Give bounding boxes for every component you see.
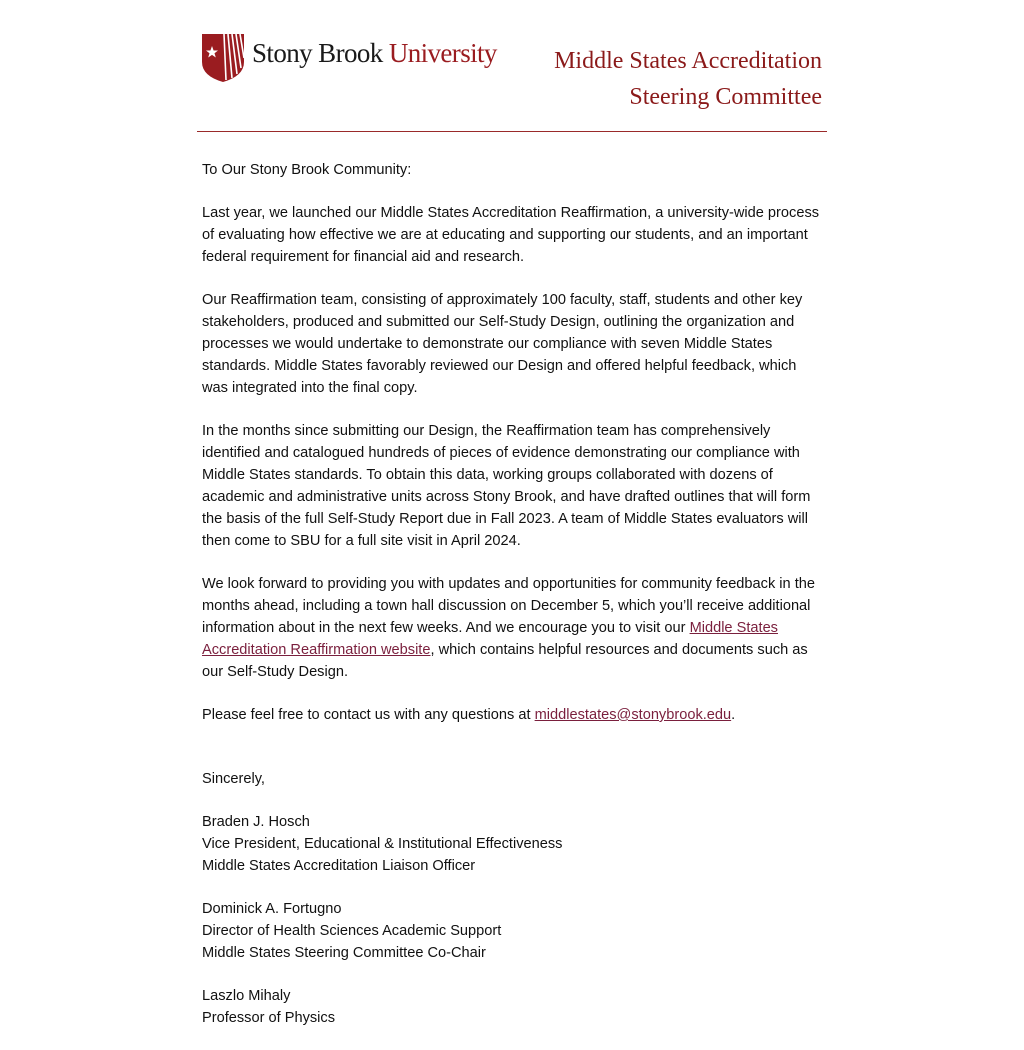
stony-brook-logo — [202, 32, 497, 82]
logo-wordmark — [252, 37, 497, 68]
paragraph-5-period: . — [731, 707, 736, 723]
signatory-name: Dominick A. Fortugno — [202, 901, 342, 917]
signatory-name: Braden J. Hosch — [202, 814, 310, 830]
signatory-title: Middle States Steering Committee Co-Chair — [202, 945, 486, 961]
paragraph-1: Last year, we launched our Middle States Accreditation Reaffirmation, a university-wide process of evaluating how effective we are at educating and supporting our students, and an important federal requirement for financial aid and research. — [202, 205, 820, 265]
salutation: To Our Stony Brook Community: — [202, 162, 412, 178]
paragraph-4-text: We look forward to providing you with updates and opportunities for community feedback in the months ahead, including a town hall discussion on December 5, which you’ll receive additional information about in the next few weeks. And we encourage you to visit our — [202, 576, 816, 636]
paragraph-3: In the months since submitting our Design, the Reaffirmation team has comprehensively identified and catalogued hundreds of pieces of evidence demonstrating our compliance with Middle States standards. To obtain this data, working groups collaborated with dozens of academic and administrative units across Stony Brook, and have drafted outlines that will form the basis of the full Self-Study Report due in Fall 2023. A team of Middle States evaluators will then come to SBU for a full site visit in April 2024. — [202, 423, 811, 549]
signatory-name: Laszlo Mihaly — [202, 988, 291, 1004]
signatory-1 — [202, 811, 822, 877]
paragraph-5-text: Please feel free to contact us with any questions at — [202, 707, 535, 723]
signatory-title: Director of Health Sciences Academic Support — [202, 923, 502, 939]
logo-word-university: University — [388, 37, 497, 68]
reaffirmation-website-link[interactable]: Middle States Accreditation Reaffirmation website — [202, 620, 778, 658]
signatory-title: Professor of Physics — [202, 1010, 336, 1026]
letter-page — [197, 0, 827, 1050]
closing: Sincerely, — [202, 771, 265, 787]
shield-star-icon — [202, 32, 244, 82]
paragraph-5 — [202, 704, 822, 726]
signatory-title: Vice President, Educational & Institutional Effectiveness — [202, 836, 563, 852]
signatory-2 — [202, 898, 822, 964]
letter-body — [197, 132, 827, 1029]
contact-email-link[interactable]: middlestates@stonybrook.edu — [534, 707, 732, 723]
committee-title-line1: Middle States Accreditation — [554, 48, 822, 74]
committee-title-line2: Steering Committee — [629, 84, 822, 110]
paragraph-2: Our Reaffirmation team, consisting of approximately 100 faculty, staff, students and other key stakeholders, produced and submitted our Self-Study Design, outlining the organization and processes we would undertake to demonstrate our compliance with seven Middle States standards. Middle States favorably reviewed our Design and offered helpful feedback, which was integrated into the final copy. — [202, 292, 803, 396]
paragraph-4 — [202, 573, 822, 683]
signatory-3 — [202, 985, 822, 1029]
signatory-title: Middle States Accreditation Liaison Officer — [202, 858, 476, 874]
logo-word-stony-brook: Stony Brook — [252, 37, 383, 68]
paragraph-4-text-end: , which contains helpful resources and documents such as our Self-Study Design. — [202, 642, 808, 680]
letter-header — [197, 0, 827, 132]
committee-title — [554, 43, 822, 115]
